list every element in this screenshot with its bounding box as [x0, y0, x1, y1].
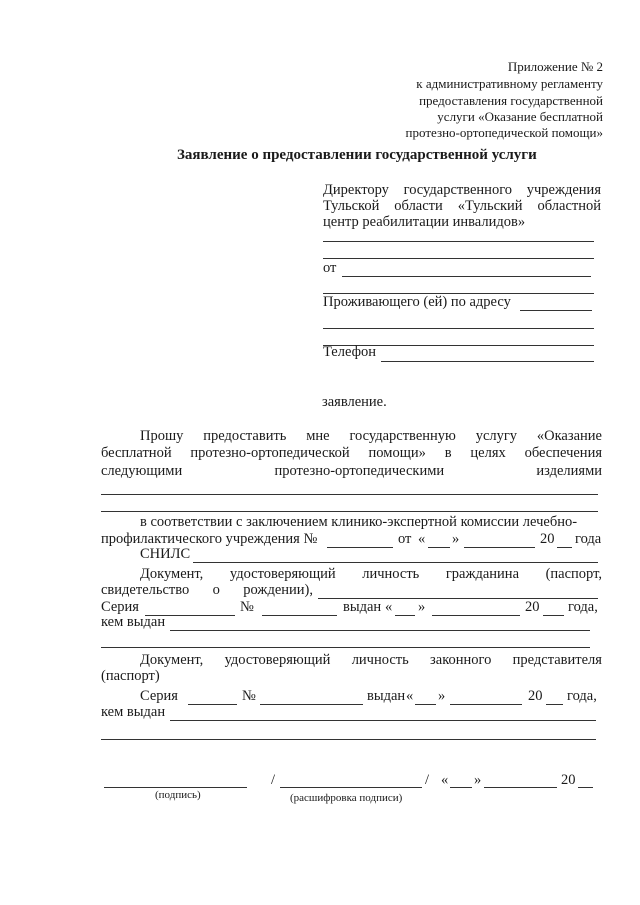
word: свидетельство — [101, 582, 190, 598]
statement-word: заявление. — [322, 394, 387, 410]
word: (паспорт, — [545, 566, 602, 582]
signature-decoding-field[interactable] — [280, 787, 422, 788]
word: мне — [306, 428, 330, 444]
from-field[interactable] — [342, 276, 591, 277]
conclusion-year-prefix: 20 — [540, 531, 555, 547]
representative-number-field[interactable] — [260, 704, 363, 705]
representative-open-quote: « — [406, 688, 414, 704]
representative-number-sign: № — [242, 688, 256, 704]
residence-blank-2[interactable] — [323, 328, 594, 329]
from-label: от — [323, 260, 337, 276]
word: целях — [470, 445, 506, 461]
addressee-line-2 — [323, 198, 601, 215]
representative-issued-by-field-2[interactable] — [101, 739, 596, 740]
conclusion-year-suffix: года — [575, 531, 602, 547]
word: представителя — [512, 652, 602, 668]
phone-label: Телефон — [323, 344, 376, 360]
word: изделиями — [536, 463, 602, 479]
representative-month-field[interactable] — [450, 704, 522, 705]
word: государственного — [403, 182, 513, 198]
signature-field[interactable] — [104, 787, 247, 788]
request-line-3 — [101, 463, 602, 480]
conclusion-close-quote: » — [452, 531, 460, 547]
institution-number-field[interactable] — [327, 547, 393, 548]
request-line-2 — [101, 445, 602, 462]
citizen-issued-by-field[interactable] — [170, 630, 590, 631]
phone-field[interactable] — [381, 361, 594, 362]
appendix-line-3: предоставления государственной — [419, 93, 603, 108]
word: протезно-ортопедической — [190, 445, 350, 461]
word: обеспечения — [524, 445, 602, 461]
word: в — [444, 445, 452, 461]
word: Прошу — [140, 428, 184, 444]
signature-open-quote: « — [441, 772, 449, 788]
citizen-month-field[interactable] — [432, 615, 520, 616]
request-line-1 — [140, 428, 602, 445]
citizen-number-sign: № — [240, 599, 254, 615]
word: услугу — [475, 428, 518, 444]
word: «Оказание — [536, 428, 602, 444]
citizen-day-field[interactable] — [395, 615, 415, 616]
word: протезно-ортопедическими — [274, 463, 445, 479]
citizen-issued-by-field-2[interactable] — [101, 647, 590, 648]
citizen-year-prefix: 20 — [525, 599, 540, 615]
representative-issued-by-label: кем выдан — [101, 704, 166, 720]
word: личность — [351, 652, 409, 668]
appendix-line-4: услуги «Оказание бесплатной — [437, 109, 603, 124]
word: следующими — [101, 463, 183, 479]
conclusion-from-word: от — [398, 531, 412, 547]
representative-series-label: Серия — [140, 688, 178, 704]
snils-label: СНИЛС — [140, 546, 191, 562]
conclusion-day-field[interactable] — [428, 547, 450, 548]
products-blank-1[interactable] — [101, 494, 598, 495]
addressee-line-1 — [323, 182, 601, 199]
citizen-close-quote: » — [418, 599, 426, 615]
signature-month-field[interactable] — [484, 787, 557, 788]
word: Директору — [323, 182, 389, 198]
citizen-doc-line-1 — [140, 566, 602, 583]
representative-issued-by-field[interactable] — [170, 720, 596, 721]
signature-close-quote: » — [474, 772, 482, 788]
citizen-doc-line-2 — [101, 582, 313, 599]
conclusion-open-quote: « — [418, 531, 426, 547]
representative-year-suffix: года, — [567, 688, 597, 704]
word: личность — [362, 566, 420, 582]
citizen-number-field[interactable] — [262, 615, 337, 616]
representative-doc-line-2: (паспорт) — [101, 668, 160, 684]
signature-slash-right: / — [425, 772, 430, 788]
word: удостоверяющий — [229, 566, 336, 582]
addressee-blank-2[interactable] — [323, 258, 594, 259]
page-title: Заявление о предоставлении государственной услуги — [177, 147, 537, 163]
signature-year-prefix: 20 — [561, 772, 576, 788]
representative-doc-line-1 — [140, 652, 602, 669]
word: удостоверяющий — [224, 652, 331, 668]
word: гражданина — [445, 566, 520, 582]
conclusion-line-2-prefix: профилактического учреждения № — [101, 531, 318, 547]
representative-day-field[interactable] — [415, 704, 436, 705]
residence-label: Проживающего (ей) по адресу — [323, 294, 511, 310]
snils-field[interactable] — [193, 562, 598, 563]
word: Тульской — [323, 198, 380, 214]
citizen-year-field[interactable] — [543, 615, 564, 616]
addressee-line-3: центр реабилитации инвалидов» — [323, 214, 526, 230]
citizen-series-label: Серия — [101, 599, 139, 615]
conclusion-month-field[interactable] — [464, 547, 535, 548]
appendix-line-2: к административному регламенту — [416, 76, 603, 91]
citizen-issued-by-label: кем выдан — [101, 614, 166, 630]
representative-issued-label: выдан — [367, 688, 406, 704]
citizen-year-suffix: года, — [568, 599, 598, 615]
appendix-line-1: Приложение № 2 — [507, 59, 603, 74]
word: помощи» — [368, 445, 426, 461]
residence-field[interactable] — [520, 310, 592, 311]
signature-year-field[interactable] — [578, 787, 593, 788]
signature-caption: (подпись) — [155, 789, 201, 801]
word: областной — [537, 198, 601, 214]
word: Документ, — [140, 652, 204, 668]
appendix-line-5: протезно-ортопедической помощи» — [405, 125, 603, 140]
word: государственную — [349, 428, 456, 444]
signature-day-field[interactable] — [450, 787, 472, 788]
word: бесплатной — [101, 445, 172, 461]
word: «Тульский — [457, 198, 523, 214]
representative-close-quote: » — [438, 688, 446, 704]
conclusion-line-1: в соответствии с заключением клинико-экспертной комиссии лечебно- — [140, 514, 578, 530]
representative-series-field[interactable] — [188, 704, 237, 705]
products-blank-2[interactable] — [101, 511, 598, 512]
word: области — [394, 198, 443, 214]
word: Документ, — [140, 566, 204, 582]
representative-year-prefix: 20 — [528, 688, 543, 704]
addressee-blank-1[interactable] — [323, 241, 594, 242]
word: учреждения — [526, 182, 601, 198]
signature-slash-left: / — [271, 772, 276, 788]
conclusion-year-field[interactable] — [557, 547, 572, 548]
word: рождении), — [243, 582, 313, 598]
signature-decoding-caption: (расшифровка подписи) — [290, 792, 403, 804]
citizen-open-quote: « — [385, 599, 393, 615]
citizen-issued-label: выдан — [343, 599, 382, 615]
representative-year-field[interactable] — [546, 704, 563, 705]
word: предоставить — [203, 428, 287, 444]
word: о — [212, 582, 220, 598]
word: законного — [430, 652, 492, 668]
